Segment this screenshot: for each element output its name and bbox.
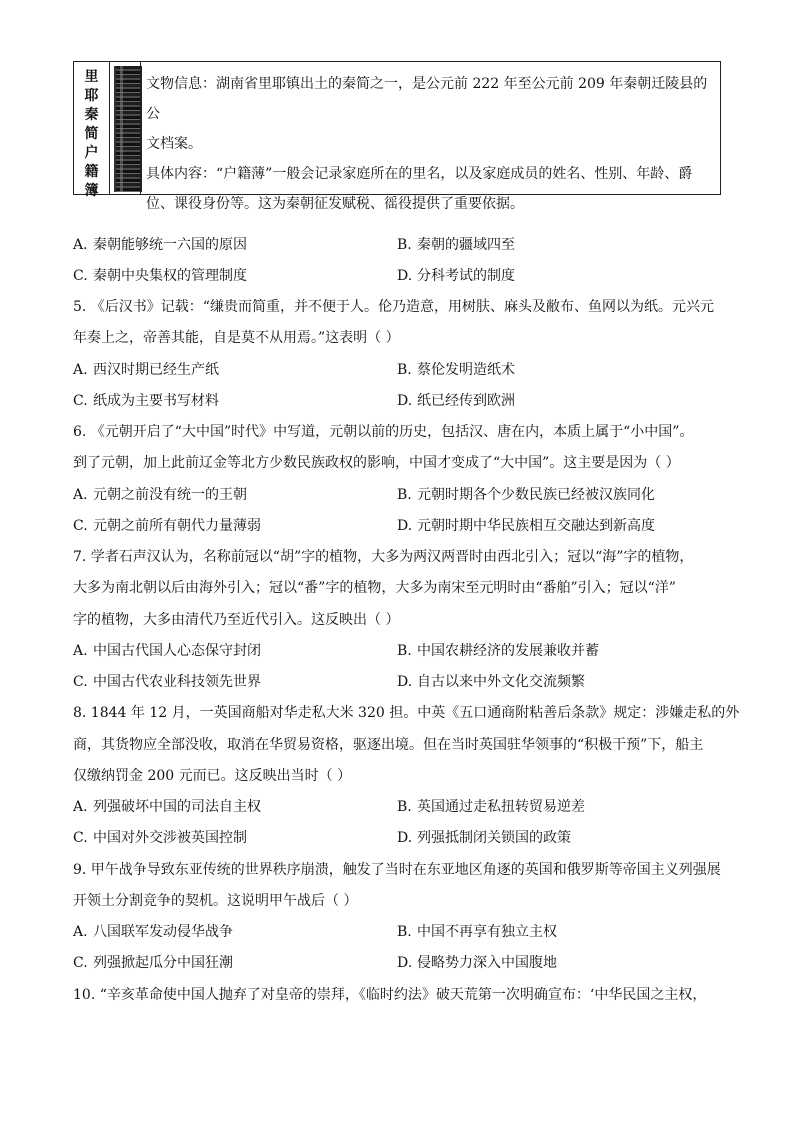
artifact-info-box (73, 61, 721, 212)
option-text: 元朝之前没有统一的王朝 (93, 487, 247, 503)
q7-stem: 大多为南北朝以后由海外引入；冠以“番”字的植物，大多为南宋至元明时由“番舶”引入；冠以“洋” (73, 580, 676, 596)
title-char: 户 (84, 145, 99, 161)
q7-option-b[interactable]: B. 中国农耕经济的发展兼收并蓄 (397, 643, 599, 659)
option-text: 元朝之前所有朝代力量薄弱 (93, 518, 261, 534)
option-text: 中国不再享有独立主权 (417, 924, 557, 940)
q4-option-d[interactable]: D. 分科考试的制度 (397, 268, 515, 284)
q9-stem: 开领土分割竞争的契机。这说明甲午战后（ ） (73, 893, 358, 909)
q5-stem: 年奏上之，帝善其能，自是莫不从用焉。”这表明（ ） (73, 330, 400, 346)
info-line: 具体内容：“户籍薄”一般会记录家庭所在的里名，以及家庭成员的姓名、性别、年龄、爵 (146, 166, 693, 182)
q9-option-b[interactable]: B. 中国不再享有独立主权 (397, 924, 557, 940)
q7-option-d[interactable]: D. 自古以来中外文化交流频繁 (397, 674, 585, 690)
q9-option-a[interactable]: A. 八国联军发动侵华战争 (73, 924, 233, 940)
title-char: 簿 (84, 183, 99, 199)
q5-option-a[interactable]: A. 西汉时期已经生产纸 (73, 362, 219, 378)
q5-stem: 5. 《后汉书》记载：“缣贵而简重，并不便于人。伦乃造意，用树肤、麻头及敝布、鱼网以为纸。元兴元 (73, 299, 714, 315)
option-text: 列强破坏中国的司法自主权 (93, 799, 261, 815)
box-divider (140, 62, 141, 194)
q9-stem: 9. 甲午战争导致东亚传统的世界秩序崩溃，触发了当时在东亚地区角逐的英国和俄罗斯等帝国主义列强展 (73, 862, 721, 878)
q9-option-c[interactable]: C. 列强掀起瓜分中国狂潮 (73, 955, 233, 971)
option-text: 纸成为主要书写材料 (93, 393, 219, 409)
option-text: 蔡伦发明造纸术 (417, 362, 515, 378)
title-char: 里 (84, 69, 99, 85)
option-text: 西汉时期已经生产纸 (93, 362, 219, 378)
q8-option-c[interactable]: C. 中国对外交涉被英国控制 (73, 830, 247, 846)
q6-option-a[interactable]: A. 元朝之前没有统一的王朝 (73, 487, 247, 503)
title-char: 耶 (84, 88, 99, 104)
option-text: 中国农耕经济的发展兼收并蓄 (417, 643, 599, 659)
title-char: 简 (84, 126, 99, 142)
q6-stem: 6. 《元朝开启了“大中国”时代》中写道，元朝以前的历史，包括汉、唐在内，本质上属于“小中国”。 (73, 424, 694, 440)
q7-stem: 字的植物，大多由清代乃至近代引入。这反映出（ ） (73, 612, 400, 628)
option-text: 中国对外交涉被英国控制 (93, 830, 247, 846)
q4-option-b[interactable]: B. 秦朝的疆域四至 (397, 237, 515, 253)
q7-option-c[interactable]: C. 中国古代农业科技领先世界 (73, 674, 261, 690)
option-text: 纸已经传到欧洲 (417, 393, 515, 409)
bamboo-slip-image (114, 66, 142, 192)
q8-stem: 商，其货物应全部没收，取消在华贸易资格，驱逐出境。但在当时英国驻华领事的“积极干预”下，船主 (73, 737, 704, 753)
q7-option-a[interactable]: A. 中国古代国人心态保守封闭 (73, 643, 261, 659)
option-text: 中国古代国人心态保守封闭 (93, 643, 261, 659)
info-line: 位、课役身份等。这为秦朝征发赋税、徭役提供了重要依据。 (146, 196, 524, 212)
info-line: 文档案。 (146, 136, 202, 152)
q8-stem: 8. 1844 年 12 月，一英国商船对华走私大米 320 担。中英《五口通商附粘善后条款》规定：涉嫌走私的外 (73, 705, 740, 721)
info-line: 文物信息：湖南省里耶镇出土的秦简之一，是公元前 222 年至公元前 209 年秦朝迁陵县的公 (146, 76, 708, 122)
option-text: 分科考试的制度 (417, 268, 515, 284)
q6-option-d[interactable]: D. 元朝时期中华民族相互交融达到新高度 (397, 518, 655, 534)
q4-option-c[interactable]: C. 秦朝中央集权的管理制度 (73, 268, 247, 284)
q8-option-d[interactable]: D. 列强抵制闭关锁国的政策 (397, 830, 571, 846)
title-char: 秦 (84, 107, 99, 123)
artifact-title (74, 62, 110, 199)
q9-option-d[interactable]: D. 侵略势力深入中国腹地 (397, 955, 557, 971)
q7-stem: 7. 学者石声汉认为，名称前冠以“胡”字的植物，大多为两汉两晋时由西北引入；冠以“海”字的植物， (73, 549, 694, 565)
q8-stem: 仅缴纳罚金 200 元而已。这反映出当时（ ） (73, 768, 352, 784)
q5-option-c[interactable]: C. 纸成为主要书写材料 (73, 393, 219, 409)
option-text: 列强掀起瓜分中国狂潮 (93, 955, 233, 971)
option-text: 元朝时期中华民族相互交融达到新高度 (417, 518, 655, 534)
title-char: 籍 (84, 164, 99, 180)
option-text: 英国通过走私扭转贸易逆差 (417, 799, 585, 815)
q6-option-c[interactable]: C. 元朝之前所有朝代力量薄弱 (73, 518, 261, 534)
option-text: 侵略势力深入中国腹地 (417, 955, 557, 971)
q5-option-b[interactable]: B. 蔡伦发明造纸术 (397, 362, 515, 378)
q6-stem: 到了元朝，加上此前辽金等北方少数民族政权的影响，中国才变成了“大中国”。这主要是因为（ ） (73, 455, 680, 471)
option-text: 八国联军发动侵华战争 (93, 924, 233, 940)
q6-option-b[interactable]: B. 元朝时期各个少数民族已经被汉族同化 (397, 487, 655, 503)
option-text: 中国古代农业科技领先世界 (93, 674, 261, 690)
option-text: 秦朝中央集权的管理制度 (93, 268, 247, 284)
option-text: 列强抵制闭关锁国的政策 (417, 830, 571, 846)
q4-option-a[interactable]: A. 秦朝能够统一六国的原因 (73, 237, 247, 253)
q5-option-d[interactable]: D. 纸已经传到欧洲 (397, 393, 515, 409)
option-text: 元朝时期各个少数民族已经被汉族同化 (417, 487, 655, 503)
q8-option-b[interactable]: B. 英国通过走私扭转贸易逆差 (397, 799, 585, 815)
option-text: 秦朝的疆域四至 (417, 237, 515, 253)
q8-option-a[interactable]: A. 列强破坏中国的司法自主权 (73, 799, 261, 815)
option-text: 秦朝能够统一六国的原因 (93, 237, 247, 253)
q10-stem: 10. “辛亥革命使中国人抛弃了对皇帝的崇拜，《临时约法》破天荒第一次明确宣布：‘中华民国之主权， (73, 987, 707, 1003)
artifact-description (146, 69, 712, 219)
option-text: 自古以来中外文化交流频繁 (417, 674, 585, 690)
